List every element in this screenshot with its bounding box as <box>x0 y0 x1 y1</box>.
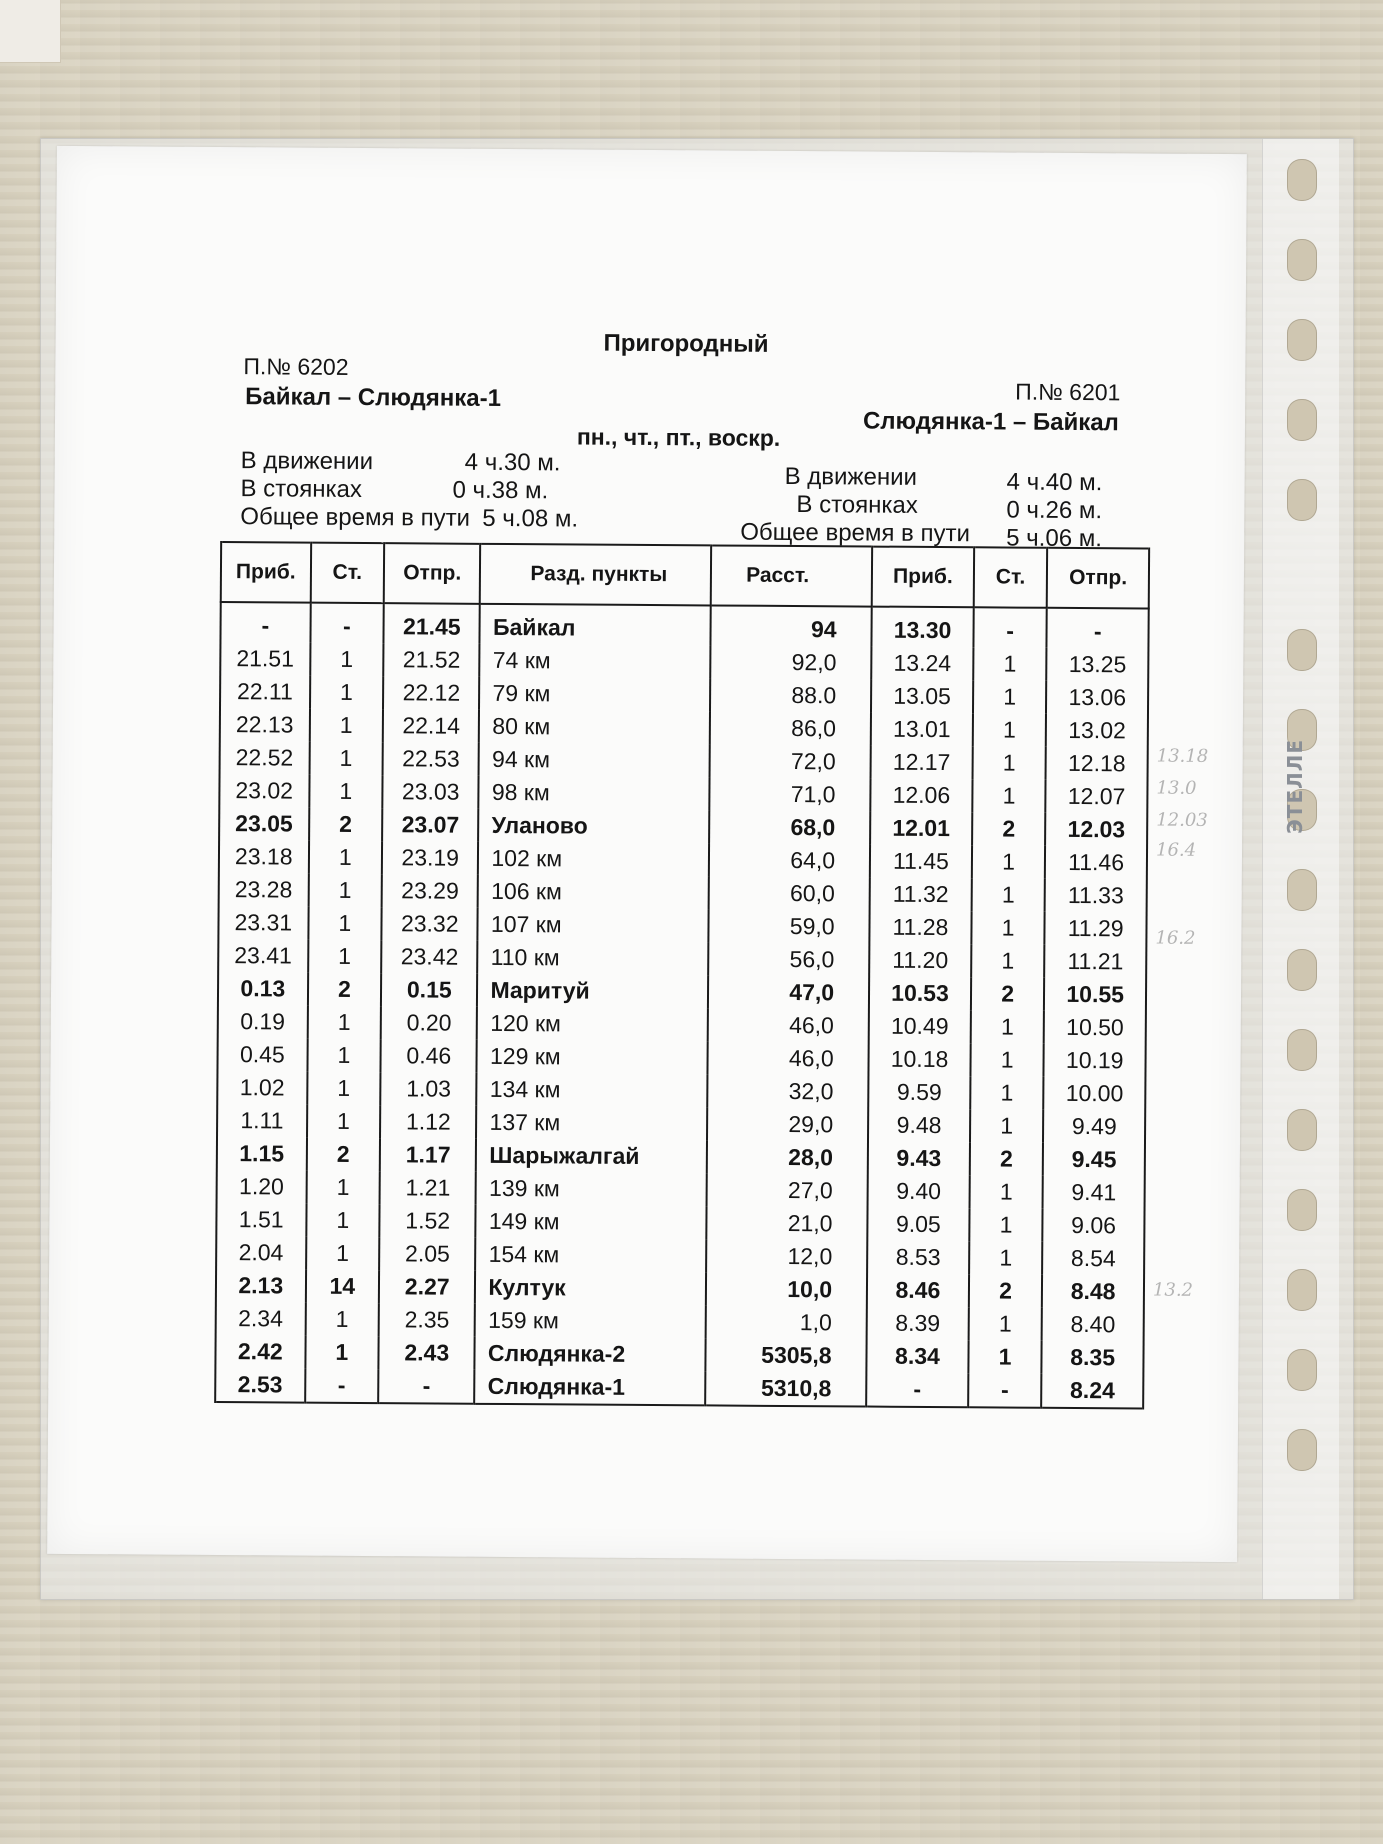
cell-arrival-6202: 1.11 <box>217 1104 307 1138</box>
cell-departure-6201: 11.46 <box>1045 846 1147 880</box>
cell-departure-6202: 23.32 <box>382 907 479 941</box>
cell-stop-6201: - <box>968 1373 1042 1408</box>
cell-departure-6201: 10.19 <box>1044 1044 1146 1078</box>
cell-arrival-6201: 11.45 <box>870 845 972 879</box>
punch-hole <box>1287 319 1317 361</box>
cell-arrival-6201: 9.43 <box>868 1142 970 1176</box>
cell-arrival-6202: - <box>220 602 310 643</box>
cell-arrival-6201: - <box>866 1373 968 1408</box>
right-total-value: 5 ч.06 м. <box>1006 524 1103 553</box>
cell-stop-6201: 1 <box>971 911 1045 945</box>
cell-distance: 71,0 <box>710 777 871 811</box>
cell-arrival-6202: 23.31 <box>218 906 308 940</box>
punch-hole <box>1287 1269 1317 1311</box>
cell-stop-6201: 1 <box>973 713 1047 747</box>
cell-stop-6202: 1 <box>310 643 384 677</box>
cell-departure-6201: 9.49 <box>1043 1110 1145 1144</box>
cell-stop-6202: 1 <box>308 940 382 974</box>
cell-departure-6201: 9.41 <box>1043 1176 1145 1210</box>
cell-departure-6201: 10.50 <box>1044 1011 1146 1045</box>
cell-arrival-6202: 22.52 <box>220 741 310 775</box>
cell-distance: 47,0 <box>708 975 869 1009</box>
cell-stop-6202: 1 <box>307 1105 381 1139</box>
cell-stop-6202: 1 <box>309 742 383 776</box>
cell-stop-6202: 2 <box>308 973 382 1007</box>
cell-stop-6201: 1 <box>971 944 1045 978</box>
cell-station: Уланово <box>479 809 710 844</box>
cell-arrival-6202: 1.15 <box>217 1137 307 1171</box>
cell-distance: 28,0 <box>707 1140 868 1174</box>
cell-arrival-6202: 1.51 <box>216 1203 306 1237</box>
punch-hole <box>1287 869 1317 911</box>
cell-arrival-6201: 13.01 <box>871 713 973 747</box>
cell-stop-6202: 2 <box>306 1138 380 1172</box>
cell-station: 129 км <box>477 1040 708 1075</box>
pencil-note: 13.2 <box>1152 1279 1194 1301</box>
cell-distance: 27,0 <box>707 1173 868 1207</box>
cell-departure-6201: - <box>1047 608 1149 649</box>
cell-distance: 56,0 <box>708 942 869 976</box>
cell-departure-6202: 21.45 <box>384 603 481 644</box>
cell-distance: 46,0 <box>708 1041 869 1075</box>
timetable-table <box>214 541 1150 1409</box>
cell-departure-6201: 12.18 <box>1046 747 1148 781</box>
col-stop-6201: Ст. <box>974 547 1048 608</box>
cell-stop-6202: 1 <box>307 1039 381 1073</box>
cell-arrival-6201: 8.53 <box>867 1241 969 1275</box>
route-left: Байкал – Слюдянка-1 <box>245 383 502 412</box>
cell-station: 120 км <box>477 1007 708 1042</box>
cell-distance: 10,0 <box>706 1272 867 1306</box>
cell-departure-6201: 9.45 <box>1043 1143 1145 1177</box>
cell-station: Байкал <box>480 604 711 646</box>
cell-distance: 32,0 <box>708 1074 869 1108</box>
cell-departure-6202: 1.52 <box>379 1204 476 1238</box>
cell-stop-6201: 1 <box>970 1109 1044 1143</box>
cell-arrival-6202: 23.18 <box>219 840 309 874</box>
cell-departure-6201: 10.00 <box>1044 1077 1146 1111</box>
punch-hole <box>1287 1029 1317 1071</box>
cell-departure-6202: 0.20 <box>381 1006 478 1040</box>
timetable-body <box>215 602 1149 1408</box>
cell-stop-6202: 1 <box>308 841 382 875</box>
cell-arrival-6202: 23.41 <box>218 939 308 973</box>
cell-distance: 12,0 <box>706 1239 867 1273</box>
cell-stop-6202: 14 <box>305 1270 379 1304</box>
cell-station: 139 км <box>476 1172 707 1207</box>
cell-distance: 5305,8 <box>706 1338 867 1372</box>
cell-arrival-6202: 1.20 <box>217 1170 307 1204</box>
cell-departure-6201: 8.35 <box>1042 1341 1144 1375</box>
cell-stop-6202: 1 <box>308 907 382 941</box>
cell-arrival-6202: 23.28 <box>219 873 309 907</box>
cell-stop-6202: 1 <box>308 874 382 908</box>
table-row <box>215 1368 1143 1408</box>
table-header-row <box>221 542 1149 608</box>
cell-departure-6201: 8.24 <box>1042 1374 1144 1409</box>
punch-hole <box>1287 159 1317 201</box>
cell-stop-6202: 1 <box>310 676 384 710</box>
cell-departure-6202: 2.43 <box>379 1336 476 1370</box>
cell-station: 74 км <box>480 644 711 679</box>
col-stop-6202: Ст. <box>310 543 384 604</box>
cell-stop-6201: - <box>973 607 1047 648</box>
pencil-note: 16.2 <box>1155 927 1196 949</box>
cell-station: 110 км <box>478 941 709 976</box>
cell-arrival-6201: 12.01 <box>870 812 972 846</box>
cell-arrival-6201: 13.24 <box>871 647 973 681</box>
cell-arrival-6201: 8.46 <box>867 1274 969 1308</box>
cell-arrival-6202: 2.42 <box>215 1335 305 1369</box>
cell-stop-6201: 2 <box>969 1274 1043 1308</box>
cell-stop-6201: 1 <box>970 1043 1044 1077</box>
cell-departure-6202: 22.12 <box>383 676 480 710</box>
cell-arrival-6202: 0.19 <box>218 1005 308 1039</box>
left-stops-label: В стоянках <box>240 475 363 504</box>
punch-hole <box>1287 479 1317 521</box>
cell-stop-6201: 1 <box>971 878 1045 912</box>
cell-departure-6202: - <box>378 1369 475 1404</box>
cell-stop-6202: - <box>305 1369 379 1404</box>
col-arrival-6201: Приб. <box>872 547 974 608</box>
col-distance: Расст. <box>711 545 872 606</box>
cell-stop-6201: 1 <box>972 779 1046 813</box>
right-motion-value: 4 ч.40 м. <box>1006 468 1103 497</box>
cell-station: 134 км <box>477 1073 708 1108</box>
cell-departure-6202: 2.35 <box>379 1303 476 1337</box>
cell-arrival-6201: 10.49 <box>869 1010 971 1044</box>
cell-arrival-6201: 12.06 <box>870 779 972 813</box>
left-total-label: Общее время в пути <box>240 503 471 532</box>
punch-hole <box>1287 1189 1317 1231</box>
corner-paper-scrap <box>0 0 61 63</box>
table-row <box>220 602 1148 648</box>
cell-departure-6201: 13.06 <box>1046 681 1148 715</box>
cell-stop-6201: 1 <box>973 680 1047 714</box>
cell-arrival-6201: 11.20 <box>869 944 971 978</box>
cell-stop-6202: 2 <box>309 808 383 842</box>
cell-station: 154 км <box>476 1238 707 1273</box>
cell-departure-6201: 8.40 <box>1042 1308 1144 1342</box>
cell-departure-6201: 13.02 <box>1046 714 1148 748</box>
col-departure-6201: Отпр. <box>1047 548 1149 609</box>
cell-departure-6202: 23.07 <box>382 808 479 842</box>
pencil-note: 13.18 <box>1156 745 1209 767</box>
cell-distance: 21,0 <box>707 1206 868 1240</box>
cell-stop-6202: 1 <box>306 1204 380 1238</box>
cell-stop-6201: 1 <box>969 1241 1043 1275</box>
cell-station: 137 км <box>476 1106 707 1141</box>
cell-stop-6202: 1 <box>305 1336 379 1370</box>
cell-departure-6201: 9.06 <box>1043 1209 1145 1243</box>
punch-hole <box>1287 399 1317 441</box>
cell-station: 159 км <box>475 1304 706 1339</box>
cell-departure-6201: 13.25 <box>1047 648 1149 682</box>
cell-arrival-6202: 22.13 <box>220 708 310 742</box>
col-arrival-6202: Приб. <box>221 542 311 603</box>
cell-departure-6201: 8.54 <box>1042 1242 1144 1276</box>
sleeve-brand-mark: ЭТЕЛЛЕ <box>1283 739 1307 834</box>
cell-stop-6202: 1 <box>309 775 383 809</box>
cell-stop-6201: 1 <box>971 1010 1045 1044</box>
cell-stop-6202: 1 <box>306 1237 380 1271</box>
cell-stop-6201: 2 <box>972 812 1046 846</box>
cell-arrival-6201: 9.05 <box>867 1208 969 1242</box>
cell-distance: 86,0 <box>710 711 871 745</box>
left-total-value: 5 ч.08 м. <box>482 504 579 533</box>
cell-station: 106 км <box>478 875 709 910</box>
left-motion-value: 4 ч.30 м. <box>464 448 561 477</box>
cell-arrival-6201: 9.59 <box>868 1076 970 1110</box>
cell-departure-6201: 8.48 <box>1042 1275 1144 1309</box>
cell-arrival-6202: 0.13 <box>218 972 308 1006</box>
cell-departure-6202: 0.46 <box>381 1039 478 1073</box>
cell-departure-6202: 1.03 <box>380 1072 477 1106</box>
cell-arrival-6202: 23.02 <box>219 774 309 808</box>
punch-hole <box>1287 239 1317 281</box>
cell-arrival-6201: 10.53 <box>869 977 971 1011</box>
cell-station: Култук <box>475 1271 706 1306</box>
cell-stop-6201: 1 <box>970 1076 1044 1110</box>
cell-departure-6201: 11.33 <box>1045 879 1147 913</box>
cell-stop-6202: - <box>310 603 384 644</box>
punch-hole <box>1287 1429 1317 1471</box>
route-right: Слюдянка-1 – Байкал <box>862 407 1119 437</box>
cell-station: 107 км <box>478 908 709 943</box>
cell-stop-6201: 1 <box>973 647 1047 681</box>
cell-departure-6202: 23.19 <box>382 841 479 875</box>
cell-departure-6202: 2.05 <box>379 1237 476 1271</box>
cell-departure-6201: 12.03 <box>1045 813 1147 847</box>
cell-arrival-6202: 23.05 <box>219 807 309 841</box>
cell-departure-6202: 22.53 <box>383 742 480 776</box>
cell-departure-6201: 11.29 <box>1045 912 1147 946</box>
cell-distance: 72,0 <box>710 744 871 778</box>
cell-stop-6201: 1 <box>969 1208 1043 1242</box>
cell-stop-6201: 2 <box>970 1142 1044 1176</box>
cell-arrival-6201: 8.39 <box>867 1307 969 1341</box>
cell-arrival-6201: 11.28 <box>869 911 971 945</box>
cell-distance: 94 <box>711 605 872 646</box>
cell-distance: 68,0 <box>709 810 870 844</box>
cell-distance: 1,0 <box>706 1305 867 1339</box>
cell-stop-6201: 2 <box>971 977 1045 1011</box>
cell-arrival-6202: 2.13 <box>216 1269 306 1303</box>
cell-arrival-6201: 13.05 <box>871 680 973 714</box>
punch-hole <box>1287 629 1317 671</box>
cell-departure-6202: 23.03 <box>382 775 479 809</box>
cell-arrival-6201: 9.40 <box>868 1175 970 1209</box>
cell-arrival-6202: 21.51 <box>220 642 310 676</box>
cell-stop-6202: 1 <box>307 1072 381 1106</box>
cell-station: Шарыжалгай <box>476 1139 707 1174</box>
cell-stop-6202: 1 <box>306 1171 380 1205</box>
timetable-sheet <box>47 146 1247 1562</box>
cell-departure-6202: 1.17 <box>380 1138 477 1172</box>
cell-departure-6202: 23.29 <box>382 874 479 908</box>
cell-distance: 64,0 <box>709 843 870 877</box>
train-number-left: П.№ 6202 <box>243 353 349 380</box>
pencil-note: 13.0 <box>1156 777 1197 799</box>
train-number-right: П.№ 6201 <box>1015 378 1121 406</box>
cell-departure-6202: 23.42 <box>381 940 478 974</box>
cell-departure-6201: 10.55 <box>1044 978 1146 1012</box>
cell-station: 149 км <box>476 1205 707 1240</box>
cell-distance: 92,0 <box>711 645 872 679</box>
cell-arrival-6202: 22.11 <box>220 675 310 709</box>
punch-hole <box>1287 1349 1317 1391</box>
cell-distance: 29,0 <box>707 1107 868 1141</box>
punch-hole <box>1287 1109 1317 1151</box>
pencil-note: 16.4 <box>1155 839 1197 861</box>
cell-stop-6202: 1 <box>309 709 383 743</box>
cell-station: 94 км <box>479 743 710 778</box>
cell-station: Слюдянка-2 <box>475 1337 706 1372</box>
cell-stop-6202: 1 <box>307 1006 381 1040</box>
cell-station: 79 км <box>479 677 710 712</box>
right-motion-label: В движении <box>784 462 918 491</box>
cell-departure-6202: 22.14 <box>383 709 480 743</box>
cell-arrival-6201: 9.48 <box>868 1109 970 1143</box>
right-stops-value: 0 ч.26 м. <box>1006 496 1103 525</box>
cell-station: Маритуй <box>477 974 708 1009</box>
cell-distance: 60,0 <box>709 876 870 910</box>
cell-station: 102 км <box>478 842 709 877</box>
cell-arrival-6201: 11.32 <box>870 878 972 912</box>
col-departure-6202: Отпр. <box>384 543 481 604</box>
cell-departure-6202: 2.27 <box>379 1270 476 1304</box>
cell-stop-6202: 1 <box>305 1303 379 1337</box>
cell-departure-6201: 12.07 <box>1046 780 1148 814</box>
cell-arrival-6201: 8.34 <box>866 1340 968 1374</box>
punch-hole <box>1287 949 1317 991</box>
cell-station: Слюдянка-1 <box>475 1370 706 1406</box>
cell-departure-6202: 1.12 <box>380 1105 477 1139</box>
operating-days: пн., чт., пт., воскр. <box>576 423 781 451</box>
col-stations: Разд. пункты <box>480 544 711 606</box>
pencil-note: 12.03 <box>1156 809 1208 831</box>
cell-stop-6201: 1 <box>968 1307 1042 1341</box>
cell-arrival-6201: 12.17 <box>871 746 973 780</box>
cell-arrival-6202: 1.02 <box>217 1071 307 1105</box>
right-stops-label: В стоянках <box>796 491 918 519</box>
right-total-label: Общее время в пути <box>740 518 971 548</box>
cell-departure-6202: 21.52 <box>383 643 480 677</box>
cell-arrival-6202: 2.04 <box>216 1236 306 1270</box>
cell-distance: 5310,8 <box>705 1371 866 1406</box>
cell-station: 80 км <box>479 710 710 745</box>
cell-stop-6201: 1 <box>972 746 1046 780</box>
left-stops-value: 0 ч.38 м. <box>452 476 549 505</box>
sleeve-punched-strip <box>1262 139 1339 1599</box>
timetable-title: Пригородный <box>603 329 769 358</box>
cell-departure-6202: 1.21 <box>380 1171 477 1205</box>
left-motion-label: В движении <box>240 447 374 476</box>
cell-departure-6201: 11.21 <box>1045 945 1147 979</box>
cell-departure-6202: 0.15 <box>381 973 478 1007</box>
cell-arrival-6202: 2.53 <box>215 1368 305 1403</box>
cell-arrival-6201: 13.30 <box>872 607 974 648</box>
cell-distance: 46,0 <box>708 1008 869 1042</box>
cell-distance: 59,0 <box>709 909 870 943</box>
cell-arrival-6202: 2.34 <box>216 1302 306 1336</box>
cell-stop-6201: 1 <box>972 845 1046 879</box>
cell-arrival-6202: 0.45 <box>217 1038 307 1072</box>
cell-stop-6201: 1 <box>968 1340 1042 1374</box>
cell-arrival-6201: 10.18 <box>869 1043 971 1077</box>
cell-station: 98 км <box>479 776 710 811</box>
cell-distance: 88.0 <box>710 678 871 712</box>
cell-stop-6201: 1 <box>969 1175 1043 1209</box>
